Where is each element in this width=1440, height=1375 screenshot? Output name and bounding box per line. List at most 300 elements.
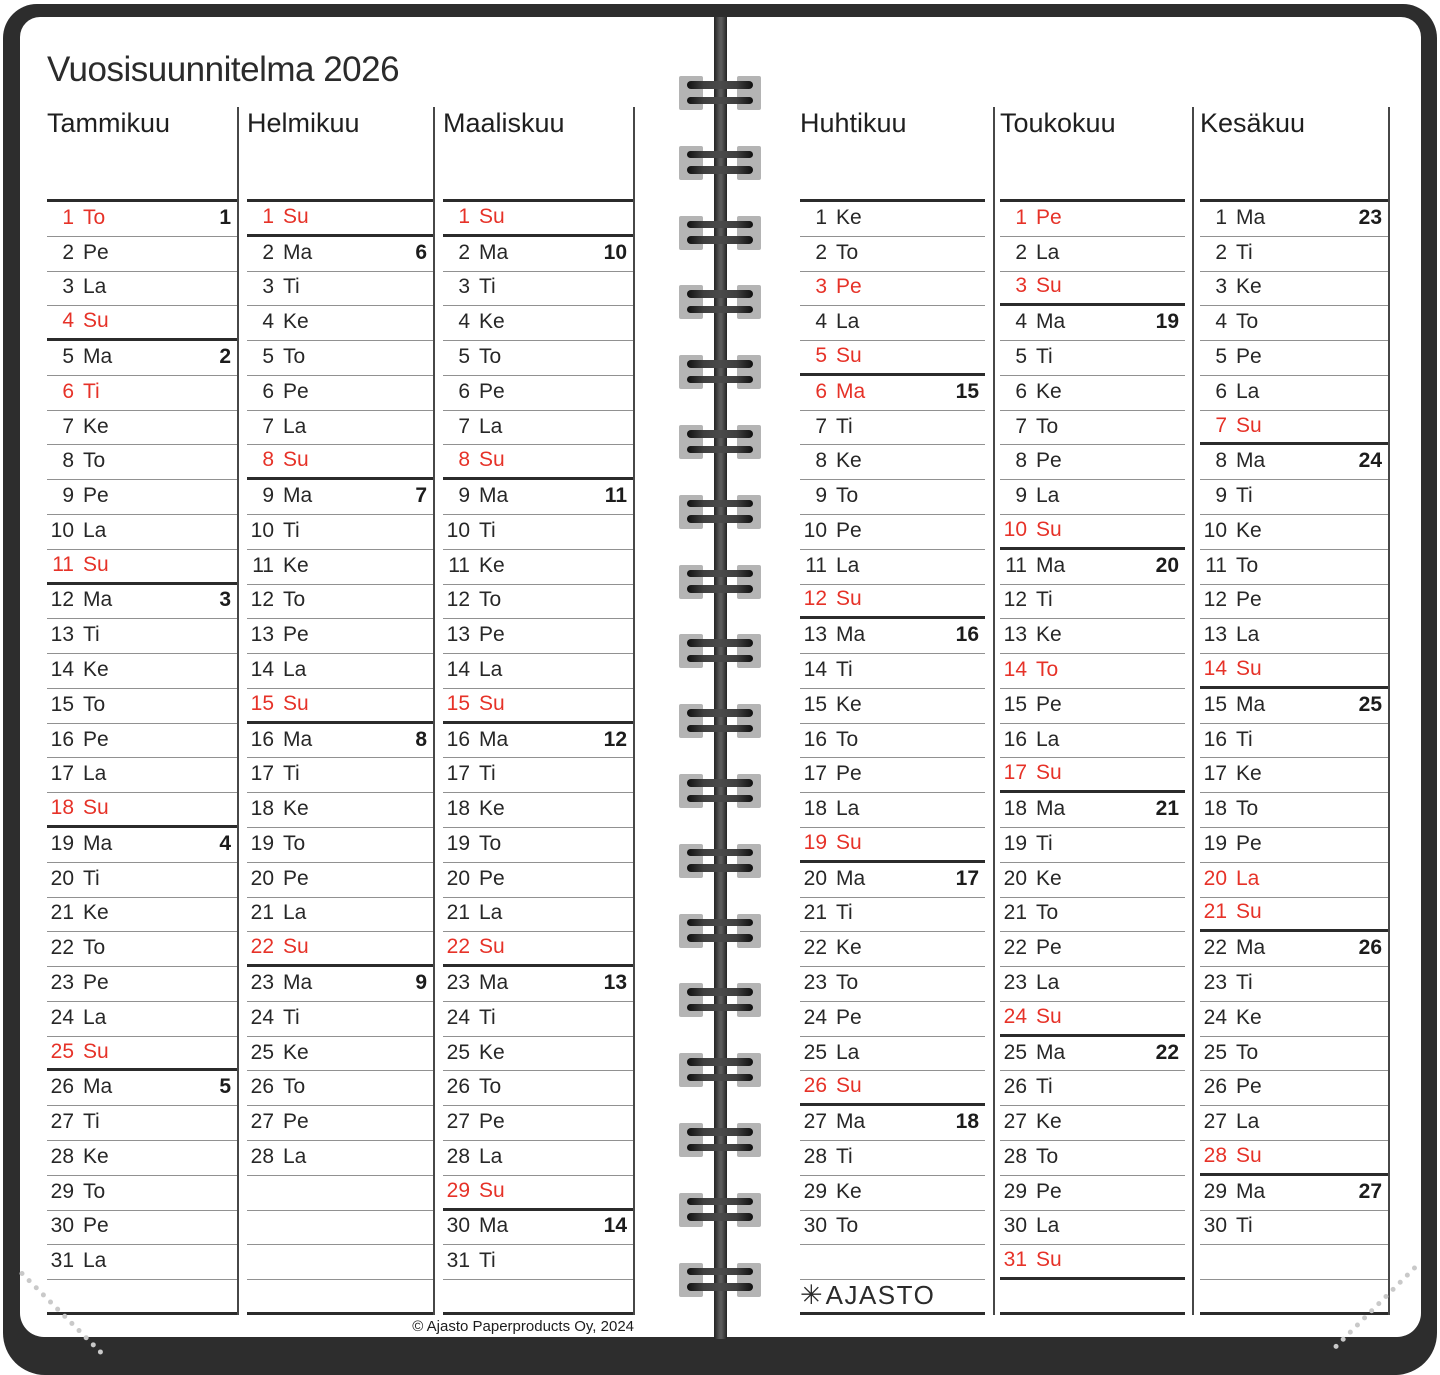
weekday-abbreviation: Pe	[1036, 449, 1062, 473]
day-row	[47, 272, 237, 307]
day-number: 28	[1203, 1143, 1227, 1167]
empty-row	[47, 1280, 237, 1315]
weekday-abbreviation: La	[836, 1040, 860, 1064]
week-number: 18	[955, 1110, 979, 1134]
day-number: 7	[458, 414, 470, 438]
month-header	[47, 105, 237, 202]
week-number: 6	[415, 240, 427, 264]
day-number: 1	[815, 205, 827, 229]
logo-row	[800, 1280, 985, 1315]
weekday-abbreviation: Ti	[283, 275, 300, 299]
day-row	[47, 1072, 237, 1107]
empty-row	[1200, 1245, 1388, 1280]
day-row	[443, 1002, 633, 1037]
day-row	[1200, 1002, 1388, 1037]
day-row	[1000, 654, 1185, 689]
day-row	[1200, 411, 1388, 446]
day-row	[443, 758, 633, 793]
weekday-abbreviation: Ma	[1236, 692, 1266, 716]
binding-wire-loop	[687, 376, 753, 384]
day-number: 3	[62, 275, 74, 299]
day-row	[1000, 932, 1185, 967]
weekday-abbreviation: Ma	[283, 484, 313, 508]
day-number: 10	[803, 518, 827, 542]
column-divider	[633, 107, 635, 1315]
day-row	[800, 619, 985, 654]
day-row	[443, 585, 633, 620]
weekday-abbreviation: Ti	[1236, 971, 1253, 995]
day-row	[1200, 1106, 1388, 1141]
day-row	[47, 1176, 237, 1211]
weekday-abbreviation: Ke	[283, 797, 309, 821]
day-number: 20	[50, 866, 74, 890]
day-number: 12	[803, 587, 827, 611]
day-number: 13	[446, 623, 470, 647]
day-row	[247, 515, 433, 550]
month-column-5	[1000, 105, 1185, 1315]
week-number: 16	[955, 623, 979, 647]
day-row	[1200, 550, 1388, 585]
day-row	[800, 585, 985, 620]
weekday-abbreviation: Ti	[1036, 831, 1053, 855]
day-row	[47, 828, 237, 863]
weekday-abbreviation: Ke	[479, 553, 505, 577]
day-row	[47, 967, 237, 1002]
weekday-abbreviation: La	[283, 901, 307, 925]
day-row	[443, 515, 633, 550]
day-row	[1200, 898, 1388, 933]
day-number: 14	[50, 658, 74, 681]
day-number: 4	[262, 310, 274, 334]
day-row	[247, 1141, 433, 1176]
day-row	[47, 1002, 237, 1037]
day-row	[1200, 828, 1388, 863]
day-row	[47, 480, 237, 515]
day-row	[1000, 967, 1185, 1002]
day-number: 3	[1015, 274, 1027, 298]
day-row	[1200, 1037, 1388, 1072]
day-row	[47, 1037, 237, 1072]
day-number: 22	[250, 935, 274, 959]
day-number: 17	[446, 762, 470, 786]
day-number: 7	[815, 414, 827, 438]
day-number: 16	[250, 727, 274, 751]
day-number: 6	[1215, 379, 1227, 403]
day-row	[47, 793, 237, 828]
day-row	[443, 793, 633, 828]
day-number: 5	[815, 343, 827, 367]
weekday-abbreviation: Su	[836, 587, 862, 611]
weekday-abbreviation: Ke	[1036, 623, 1062, 647]
weekday-abbreviation: Ma	[1236, 449, 1266, 473]
day-row	[47, 1245, 237, 1280]
weekday-abbreviation: La	[836, 310, 860, 334]
day-number: 17	[1203, 762, 1227, 786]
day-number: 4	[815, 310, 827, 334]
weekday-abbreviation: To	[1236, 553, 1259, 577]
weekday-abbreviation: Su	[1236, 1143, 1262, 1167]
day-row	[1000, 758, 1185, 793]
weekday-abbreviation: To	[836, 971, 859, 995]
weekday-abbreviation: La	[479, 1144, 503, 1168]
empty-row	[443, 1280, 633, 1315]
binding-wire-loop	[687, 236, 753, 244]
day-row	[47, 1141, 237, 1176]
day-number: 28	[250, 1144, 274, 1168]
weekday-abbreviation: La	[1236, 623, 1260, 647]
weekday-abbreviation: Su	[1036, 761, 1062, 785]
weekday-abbreviation: Ma	[1036, 797, 1066, 821]
weekday-abbreviation: Ma	[83, 831, 113, 855]
weekday-abbreviation: Pe	[1236, 1075, 1262, 1099]
day-row	[1000, 1106, 1185, 1141]
day-number: 7	[1015, 414, 1027, 438]
day-number: 21	[50, 901, 74, 925]
day-number: 19	[50, 831, 74, 855]
weekday-abbreviation: Ma	[83, 1075, 113, 1099]
day-row	[47, 863, 237, 898]
weekday-abbreviation: Ke	[836, 692, 862, 716]
weekday-abbreviation: Ma	[1036, 310, 1066, 334]
day-number: 3	[262, 275, 274, 299]
day-number: 8	[1215, 449, 1227, 473]
weekday-abbreviation: Pe	[1236, 831, 1262, 855]
day-row	[1200, 341, 1388, 376]
day-row	[443, 828, 633, 863]
day-row	[1000, 376, 1185, 411]
weekday-abbreviation: To	[1236, 310, 1259, 334]
week-number: 24	[1358, 449, 1382, 473]
day-number: 21	[1203, 900, 1227, 924]
day-number: 1	[1215, 205, 1227, 229]
weekday-abbreviation: Pe	[1236, 588, 1262, 612]
weekday-abbreviation: Ti	[1236, 1214, 1253, 1238]
day-number: 3	[815, 275, 827, 299]
day-row	[443, 480, 633, 515]
weekday-abbreviation: Ma	[836, 379, 866, 403]
weekday-abbreviation: Ti	[83, 623, 100, 647]
day-row	[800, 306, 985, 341]
weekday-abbreviation: To	[1236, 797, 1259, 821]
month-header	[443, 105, 633, 202]
binding-wire-loop	[687, 1283, 753, 1291]
weekday-abbreviation: Su	[1036, 274, 1062, 298]
empty-row	[247, 1176, 433, 1211]
day-number: 30	[446, 1214, 470, 1238]
day-row	[800, 758, 985, 793]
binding-wire-loop	[687, 151, 753, 159]
day-row	[1000, 724, 1185, 759]
day-row	[247, 376, 433, 411]
weekday-abbreviation: La	[479, 901, 503, 925]
day-row	[1000, 480, 1185, 515]
day-row	[1200, 202, 1388, 237]
day-number: 14	[446, 658, 470, 681]
month-column-6	[1200, 105, 1388, 1315]
month-name: Huhtikuu	[800, 108, 907, 138]
day-number: 19	[250, 831, 274, 855]
day-number: 22	[803, 936, 827, 960]
weekday-abbreviation: Ti	[479, 1249, 496, 1273]
page-title: Vuosisuunnitelma 2026	[47, 50, 400, 89]
day-row	[47, 654, 237, 689]
day-number: 10	[50, 518, 74, 542]
weekday-abbreviation: Ti	[836, 1144, 853, 1168]
day-number: 30	[50, 1214, 74, 1238]
weekday-abbreviation: Ke	[836, 1179, 862, 1203]
day-number: 10	[1003, 517, 1027, 541]
weekday-abbreviation: Ti	[479, 518, 496, 542]
day-number: 2	[262, 240, 274, 264]
day-row	[247, 1002, 433, 1037]
day-number: 10	[250, 518, 274, 542]
day-row	[1000, 411, 1185, 446]
day-row	[247, 898, 433, 933]
day-row	[47, 306, 237, 341]
weekday-abbreviation: Ti	[479, 762, 496, 786]
day-number: 27	[50, 1110, 74, 1134]
day-number: 14	[803, 658, 827, 681]
weekday-abbreviation: Pe	[479, 379, 505, 403]
weekday-abbreviation: Ma	[283, 727, 313, 751]
day-number: 18	[250, 797, 274, 821]
weekday-abbreviation: Su	[1036, 1004, 1062, 1028]
weekday-abbreviation: To	[836, 727, 859, 751]
day-number: 29	[50, 1179, 74, 1203]
weekday-abbreviation: La	[1036, 484, 1060, 508]
weekday-abbreviation: Ti	[1036, 1075, 1053, 1099]
day-number: 29	[803, 1179, 827, 1203]
day-row	[47, 1211, 237, 1246]
day-row	[247, 237, 433, 272]
day-row	[1000, 341, 1185, 376]
day-number: 25	[250, 1040, 274, 1064]
day-row	[1200, 793, 1388, 828]
day-row	[443, 550, 633, 585]
day-number: 5	[62, 344, 74, 368]
spiral-spine-rod	[714, 17, 727, 1339]
weekday-abbreviation: Su	[836, 343, 862, 367]
day-number: 13	[250, 623, 274, 647]
weekday-abbreviation: To	[479, 1075, 502, 1099]
day-row	[1000, 793, 1185, 828]
weekday-abbreviation: Ke	[83, 901, 109, 925]
binding-wire-loop	[687, 360, 753, 368]
day-row	[1000, 306, 1185, 341]
weekday-abbreviation: Pe	[1036, 205, 1062, 229]
day-number: 11	[52, 552, 74, 576]
day-row	[247, 341, 433, 376]
day-number: 24	[250, 1005, 274, 1029]
binding-wire-loop	[687, 306, 753, 314]
day-row	[1000, 1141, 1185, 1176]
weekday-abbreviation: Pe	[479, 1110, 505, 1134]
day-row	[800, 1141, 985, 1176]
day-row	[47, 724, 237, 759]
weekday-abbreviation: Ma	[283, 240, 313, 264]
day-number: 8	[815, 449, 827, 473]
day-row	[1200, 1141, 1388, 1176]
binding-wire-loop	[687, 1004, 753, 1012]
day-row	[443, 341, 633, 376]
day-row	[800, 828, 985, 863]
week-number: 22	[1155, 1040, 1179, 1064]
weekday-abbreviation: To	[1036, 1144, 1059, 1168]
weekday-abbreviation: To	[836, 240, 859, 264]
day-number: 28	[1003, 1144, 1027, 1168]
column-divider	[433, 107, 435, 1315]
weekday-abbreviation: Pe	[479, 866, 505, 890]
day-number: 22	[1203, 936, 1227, 960]
weekday-abbreviation: La	[283, 1144, 307, 1168]
day-number: 19	[803, 830, 827, 854]
day-number: 2	[815, 240, 827, 264]
day-row	[247, 1072, 433, 1107]
day-row	[443, 376, 633, 411]
week-number: 21	[1155, 797, 1179, 821]
day-row	[1200, 932, 1388, 967]
day-row	[443, 1141, 633, 1176]
day-row	[1000, 863, 1185, 898]
day-number: 11	[448, 553, 470, 577]
day-number: 12	[50, 588, 74, 612]
weekday-abbreviation: Su	[836, 1074, 862, 1098]
day-number: 31	[50, 1249, 74, 1273]
day-row	[1200, 272, 1388, 307]
weekday-abbreviation: Ma	[836, 1110, 866, 1134]
day-row	[47, 237, 237, 272]
day-row	[247, 654, 433, 689]
weekday-abbreviation: Ma	[1236, 1179, 1266, 1203]
day-number: 25	[50, 1039, 74, 1063]
day-row	[1200, 515, 1388, 550]
week-number: 12	[603, 727, 627, 751]
weekday-abbreviation: Su	[479, 691, 505, 715]
day-row	[247, 689, 433, 724]
empty-row	[800, 1245, 985, 1280]
day-number: 10	[1203, 518, 1227, 542]
weekday-abbreviation: Ke	[1236, 762, 1262, 786]
day-number: 28	[446, 1144, 470, 1168]
day-row	[47, 550, 237, 585]
weekday-abbreviation: Ma	[83, 344, 113, 368]
day-number: 25	[803, 1040, 827, 1064]
weekday-abbreviation: Ti	[479, 1005, 496, 1029]
weekday-abbreviation: Pe	[1036, 1179, 1062, 1203]
day-row	[247, 202, 433, 237]
weekday-abbreviation: La	[1036, 240, 1060, 264]
day-row	[800, 967, 985, 1002]
weekday-abbreviation: Ti	[83, 379, 100, 403]
day-number: 9	[1215, 484, 1227, 508]
binding-wire-loop	[687, 430, 753, 438]
weekday-abbreviation: Su	[83, 796, 109, 820]
weekday-abbreviation: Ma	[479, 1214, 509, 1238]
day-row	[443, 202, 633, 237]
day-number: 17	[50, 762, 74, 786]
binding-wire-loop	[687, 221, 753, 229]
day-number: 31	[1003, 1248, 1027, 1272]
copyright-text: © Ajasto Paperproducts Oy, 2024	[412, 1318, 634, 1335]
day-number: 12	[446, 588, 470, 612]
month-header	[800, 105, 985, 202]
day-number: 15	[250, 691, 274, 715]
day-number: 9	[1015, 484, 1027, 508]
day-number: 22	[50, 936, 74, 960]
weekday-abbreviation: Ti	[836, 414, 853, 438]
weekday-abbreviation: Su	[1236, 900, 1262, 924]
column-divider	[1388, 107, 1390, 1315]
binding-wire-loop	[687, 515, 753, 523]
weekday-abbreviation: To	[836, 1214, 859, 1238]
day-row	[800, 411, 985, 446]
weekday-abbreviation: La	[283, 414, 307, 438]
empty-row	[1200, 1280, 1388, 1315]
day-number: 24	[446, 1005, 470, 1029]
day-number: 26	[50, 1075, 74, 1099]
day-row	[1200, 1072, 1388, 1107]
month-column-4	[800, 105, 985, 1315]
day-row	[1000, 202, 1185, 237]
binding-wire-loop	[687, 446, 753, 454]
weekday-abbreviation: La	[83, 762, 107, 786]
binding-wire-loop	[687, 725, 753, 733]
day-row	[443, 1106, 633, 1141]
day-row	[443, 272, 633, 307]
day-row	[247, 306, 433, 341]
day-number: 17	[250, 762, 274, 786]
day-number: 18	[1203, 797, 1227, 821]
day-number: 11	[805, 553, 827, 577]
binding-wire-loop	[687, 919, 753, 927]
day-number: 14	[1003, 658, 1027, 681]
weekday-abbreviation: Ti	[836, 901, 853, 925]
day-row	[800, 1106, 985, 1141]
day-row	[247, 828, 433, 863]
empty-row	[1000, 1280, 1185, 1315]
day-number: 2	[62, 240, 74, 264]
day-row	[47, 1106, 237, 1141]
day-row	[800, 376, 985, 411]
day-number: 12	[1203, 588, 1227, 612]
day-number: 11	[1005, 553, 1027, 577]
day-row	[1200, 306, 1388, 341]
day-row	[1000, 1002, 1185, 1037]
day-number: 23	[1003, 971, 1027, 995]
weekday-abbreviation: La	[83, 1005, 107, 1029]
day-number: 15	[50, 692, 74, 716]
column-divider	[993, 107, 995, 1315]
weekday-abbreviation: Ke	[836, 205, 862, 229]
weekday-abbreviation: Ma	[283, 971, 313, 995]
day-row	[443, 724, 633, 759]
day-row	[247, 1037, 433, 1072]
weekday-abbreviation: Ma	[1036, 1040, 1066, 1064]
day-number: 10	[446, 518, 470, 542]
weekday-abbreviation: Ti	[83, 866, 100, 890]
day-row	[1200, 967, 1388, 1002]
weekday-abbreviation: La	[1236, 866, 1260, 890]
weekday-abbreviation: Ma	[1036, 553, 1066, 577]
day-row	[1000, 1211, 1185, 1246]
binding-wire-loop	[687, 290, 753, 298]
day-number: 18	[50, 796, 74, 820]
weekday-abbreviation: Ke	[1236, 518, 1262, 542]
week-number: 27	[1358, 1179, 1382, 1203]
weekday-abbreviation: To	[1036, 658, 1059, 681]
day-number: 8	[458, 448, 470, 472]
day-number: 29	[446, 1178, 470, 1202]
